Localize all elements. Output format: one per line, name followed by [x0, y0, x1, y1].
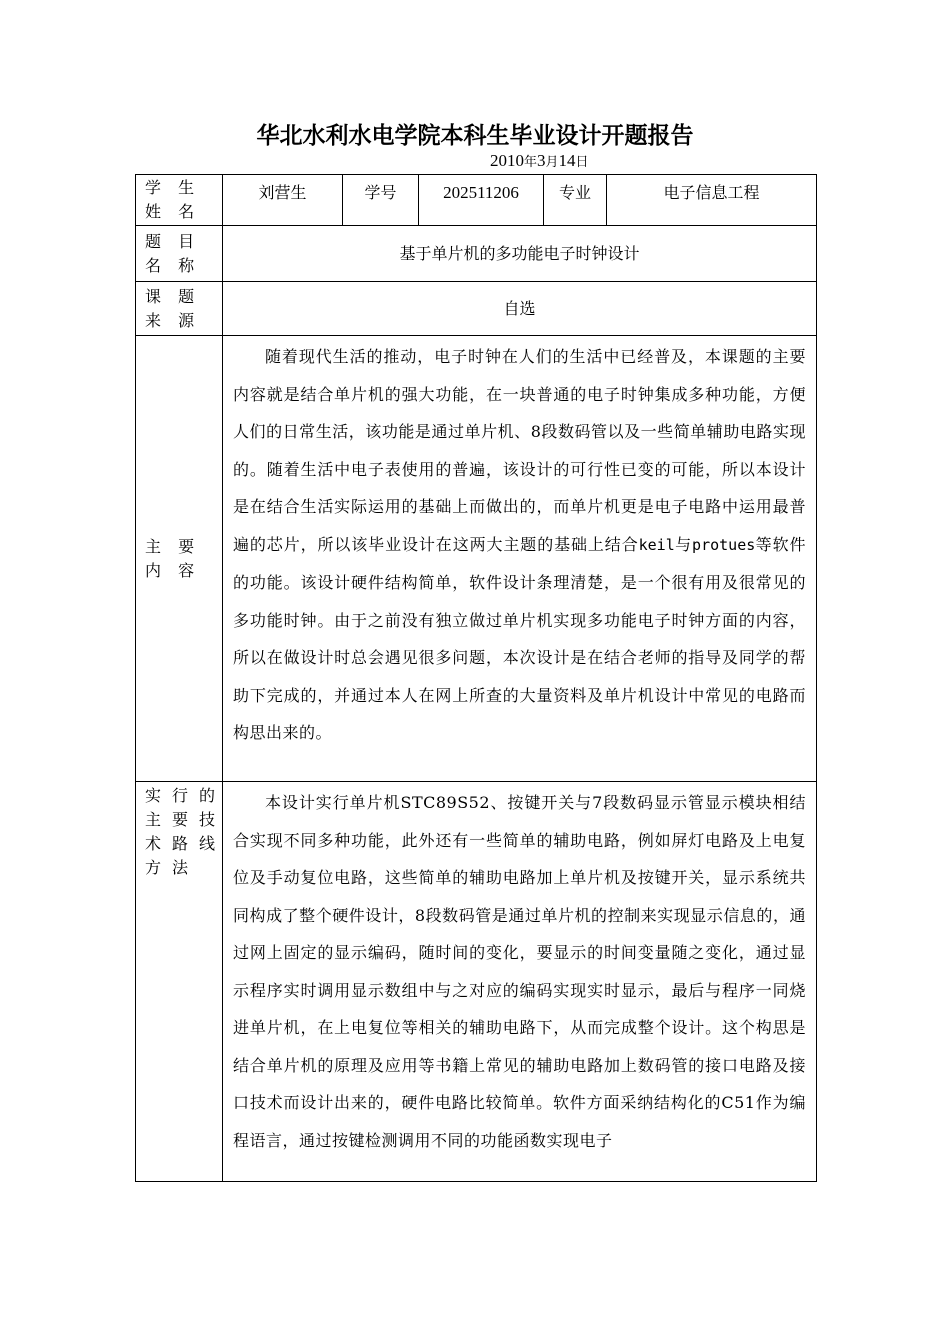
page-title: 华北水利水电学院本科生毕业设计开题报告	[256, 122, 694, 149]
date-month: 3	[537, 151, 546, 170]
student-info-row	[136, 175, 817, 226]
date-year-char: 年	[524, 154, 538, 169]
date-month-char: 月	[545, 154, 559, 169]
technical-route-text: 本设计实行单片机STC89S52、按键开关与7段数码显示管显示模块相结合实现不同多种功能，此外还有一些简单的辅助电路，例如屏灯电路及上电复位及手动复位电路，这些简单的辅助电路加上单片机及按键开关，显示系统共同构成了整个硬件设计，8段数码管是通过单片机的控制来实现显示信息的，通过网上固定的显示编码，随时间的变化，要显示的时间变量随之变化，通过显示程序实时调用显示数组中与之对应的编码实现实时显示，最后与程序一同烧进单片机，在上电复位等相关的辅助电路下，从而完成整个设计。这个构思是结合单片机的原理及应用等书籍上常见的辅助电路加上数码管的接口电路及接口技术而设计出来的，硬件电路比较简单。软件方面采纳结构化的C51作为编程语言，通过按键检测调用不同的功能函数实现电子	[223, 782, 817, 1182]
source-label: 课 题 来 源	[136, 282, 223, 336]
student-id-label: 学号	[343, 175, 419, 226]
source-value: 自选	[223, 282, 817, 336]
student-name-label: 学 生 姓 名	[136, 175, 223, 226]
source-row	[136, 282, 817, 336]
topic-value: 基于单片机的多功能电子时钟设计	[223, 226, 817, 282]
technical-route-row	[136, 782, 817, 1182]
topic-label: 题 目 名 称	[136, 226, 223, 282]
date-day: 14	[558, 151, 576, 170]
student-id-value: 202511206	[419, 175, 544, 226]
report-form-table	[135, 174, 817, 1182]
main-content-row	[136, 336, 817, 782]
student-name-value: 刘营生	[223, 175, 343, 226]
major-value: 电子信息工程	[607, 175, 817, 226]
date-day-char: 日	[575, 154, 589, 169]
main-content-label: 主 要 内 容	[136, 336, 223, 782]
date-year: 2010	[490, 151, 524, 170]
topic-row	[136, 226, 817, 282]
main-content-text: 随着现代生活的推动，电子时钟在人们的生活中已经普及，本课题的主要内容就是结合单片机的强大功能，在一块普通的电子时钟集成多种功能，方便人们的日常生活，该功能是通过单片机、8段数码管以及一些简单辅助电路实现的。随着生活中电子表使用的普遍，该设计的可行性已变的可能，所以本设计是在结合生活实际运用的基础上而做出的，而单片机更是电子电路中运用最普遍的芯片，所以该毕业设计在这两大主题的基础上结合keil与protues等软件的功能。该设计硬件结构简单，软件设计条理清楚，是一个很有用及很常见的多功能时钟。由于之前没有独立做过单片机实现多功能电子时钟方面的内容，所以在做设计时总会遇见很多问题，本次设计是在结合老师的指导及同学的帮助下完成的，并通过本人在网上所查的大量资料及单片机设计中常见的电路而构思出来的。	[223, 336, 817, 782]
major-label: 专业	[544, 175, 607, 226]
report-date	[490, 150, 589, 173]
technical-route-label: 实行的 主要技 术路线 方法	[136, 782, 223, 1182]
